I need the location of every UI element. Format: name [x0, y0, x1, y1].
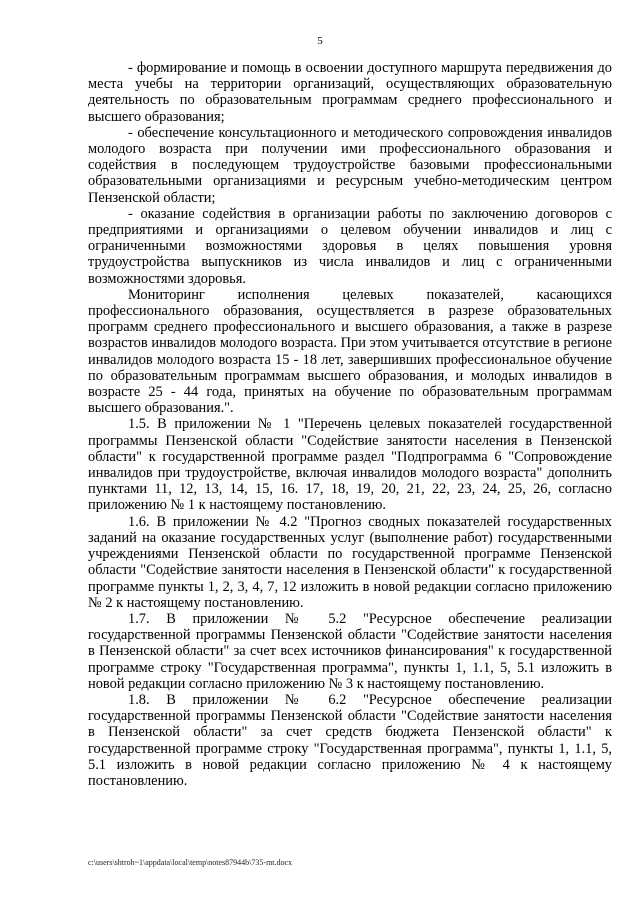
page-number: 5 — [317, 35, 323, 47]
paragraph-monitoring: Мониторинг исполнения целевых показателей, касающихся профессионального образования, осуществляется в разрезе образовательных программ среднего профессионального и высшего образования, а также в разрезе возрастов инвалидов молодого возраста. При этом учитывается отсутствие в регионе инвалидов молодого возраста 15 - 18 лет, завершивших профессиональное обучение по образовательным программам высшего образования, и молодых инвалидов в возрасте 25 - 44 года, принятых на обучение по образовательным программам высшего образования.". — [88, 286, 612, 417]
paragraph-1-7: 1.7. В приложении № 5.2 "Ресурсное обеспечение реализации государственной программы Пензенской области "Содействие занятости населения в Пензенской области" за счет всех источников финансирования" к государственной программе строку "Государственная программа", пункты 1, 1.1, 5, 5.1 изложить в новой редакции согласно приложению № 3 к настоящему постановлению. — [88, 610, 612, 692]
paragraph-methodical-support: - обеспечение консультационного и методического сопровождения инвалидов молодого возраста при получении ими профессионального образования и содействия в последующем трудоустройстве базовыми профессиональными образовательными организациями и ресурсным учебно-методическим центром Пензенской области; — [88, 124, 612, 206]
document-body — [88, 60, 612, 789]
paragraph-1-6: 1.6. В приложении № 4.2 "Прогноз сводных показателей государственных заданий на оказание государственных услуг (выполнение работ) государственными учреждениями Пензенской области по государственной программе Пензенской области "Содействие занятости населения в Пензенской области" к государственной программе пункты 1, 2, 3, 4, 7, 12 изложить в новой редакции согласно приложению № 2 к настоящему постановлению. — [88, 513, 612, 611]
paragraph-targeted-training: - оказание содействия в организации работы по заключению договоров с предприятиями и организациями о целевом обучении инвалидов и лиц с ограниченными возможностями здоровья в целях повышения уровня трудоустройства выпускников из числа инвалидов и лиц с ограниченными возможностями здоровья. — [88, 205, 612, 287]
paragraph-1-5: 1.5. В приложении № 1 "Перечень целевых показателей государственной программы Пензенской области "Содействие занятости населения в Пензенской области" к государственной программе раздел "Подпрограмма 6 "Сопровождение инвалидов при трудоустройстве, включая инвалидов молодого возраста" дополнить пунктами 11, 12, 13, 14, 15, 16. 17, 18, 19, 20, 21, 22, 23, 24, 25, 26, согласно приложению № 1 к настоящему постановлению. — [88, 416, 612, 514]
paragraph-route-assistance: - формирование и помощь в освоении доступного маршрута передвижения до места учебы на территории организаций, осуществляющих образовательную деятельность по образовательным программам среднего профессионального и высшего образования; — [88, 60, 612, 125]
paragraph-1-8: 1.8. В приложении № 6.2 "Ресурсное обеспечение реализации государственной программы Пензенской области "Содействие занятости населения в Пензенской области" за счет средств бюджета Пензенской области" к государственной программе строку "Государственная программа", пункты 1, 1.1, 5, 5.1 изложить в новой редакции согласно приложению № 4 к настоящему постановлению. — [88, 691, 612, 789]
footer-file-path: c:\users\shtroh~1\appdata\local\temp\notes87944b\735-mt.docx — [88, 858, 293, 867]
